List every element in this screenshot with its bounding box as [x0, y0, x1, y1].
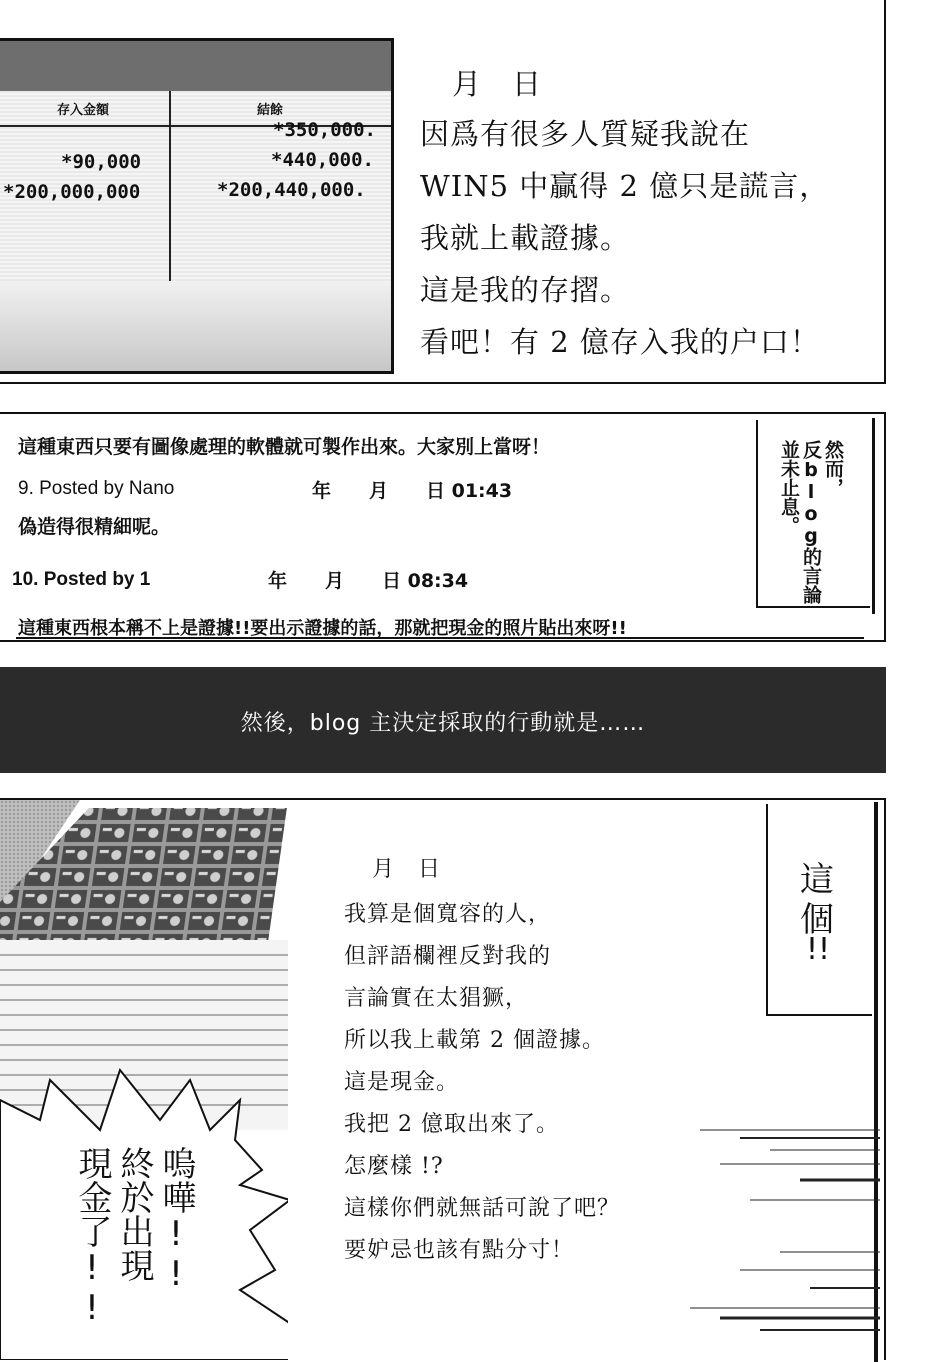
top-post-date: 月 日 [452, 67, 543, 101]
shout-char-1: 這 [800, 860, 834, 900]
narration-text: 然後，blog 主決定採取的行動就是…… [240, 711, 646, 736]
comment-9-author: 9. Posted by Nano [18, 478, 175, 499]
bottom-post-line-9: 要妒忌也該有點分寸！ [344, 1238, 575, 1263]
bottom-post-line-7: 怎麼樣 !? [344, 1154, 444, 1179]
comment-10-text: 這種東西根本稱不上是證據!!要出示證據的話，那就把現金的照片貼出來呀!! [18, 618, 627, 639]
balance-2: *440,000. [271, 149, 374, 171]
deposit-1: *90,000 [61, 151, 142, 173]
burst-line-2: 終於出現 [114, 1146, 154, 1282]
shout-exclaim: !! [806, 932, 831, 967]
bankbook-table [0, 91, 391, 371]
bottom-post-line-8: 這樣你們就無話可說了吧？ [344, 1196, 621, 1221]
bankbook-image [0, 38, 394, 374]
bottom-post-line-6: 我把 2 億取出來了。 [344, 1112, 559, 1137]
speed-lines [680, 1120, 880, 1350]
comment-10-date: 年 月 日 08:34 [268, 570, 469, 592]
top-post-line-4: 這是我的存摺。 [420, 273, 631, 307]
caption-line-1: 然而， [822, 440, 844, 497]
bottom-post-line-2: 但評語欄裡反對我的 [344, 944, 552, 969]
bankbook-header-balance: 結餘 [257, 103, 284, 118]
caption-line-3: 並未止息。 [778, 440, 800, 535]
comment-10-author: 10. Posted by 1 [12, 569, 151, 590]
bottom-post-line-1: 我算是個寬容的人， [344, 902, 552, 927]
top-post-line-1: 因爲有很多人質疑我說在 [420, 117, 751, 151]
balance-1: *350,000. [273, 119, 376, 141]
top-post-line-3: 我就上載證據。 [420, 221, 631, 255]
bottom-post-line-5: 這是現金。 [344, 1070, 460, 1095]
burst-line-3: 現金了!! [72, 1146, 112, 1328]
top-post-line-5: 看吧！有 2 億存入我的户口！ [420, 325, 820, 359]
deposit-2: *200,000,000 [3, 181, 141, 203]
comment-1-text: 這種東西只要有圖像處理的軟體就可製作出來。大家別上當呀！ [18, 436, 551, 458]
comment-9-text: 偽造得很精細呢。 [18, 516, 171, 538]
comment-9-date: 年 月 日 01:43 [312, 480, 513, 502]
bankbook-header-band [0, 41, 391, 94]
burst-line-1: 嗚嘩!! [156, 1146, 196, 1294]
bottom-post-line-4: 所以我上載第 2 個證據。 [344, 1028, 605, 1053]
bottom-post-line-3: 言論實在太猖獗， [344, 986, 529, 1011]
top-post-line-2: WIN5 中贏得 2 億只是謊言， [420, 169, 830, 203]
caption-line-2: 反blog的言論 [800, 440, 822, 604]
shout-char-2: 個 [800, 900, 834, 940]
bankbook-header-deposit: 存入金額 [57, 103, 110, 118]
bottom-post-date: 月 日 [372, 857, 442, 882]
balance-3: *200,440,000. [217, 179, 366, 201]
